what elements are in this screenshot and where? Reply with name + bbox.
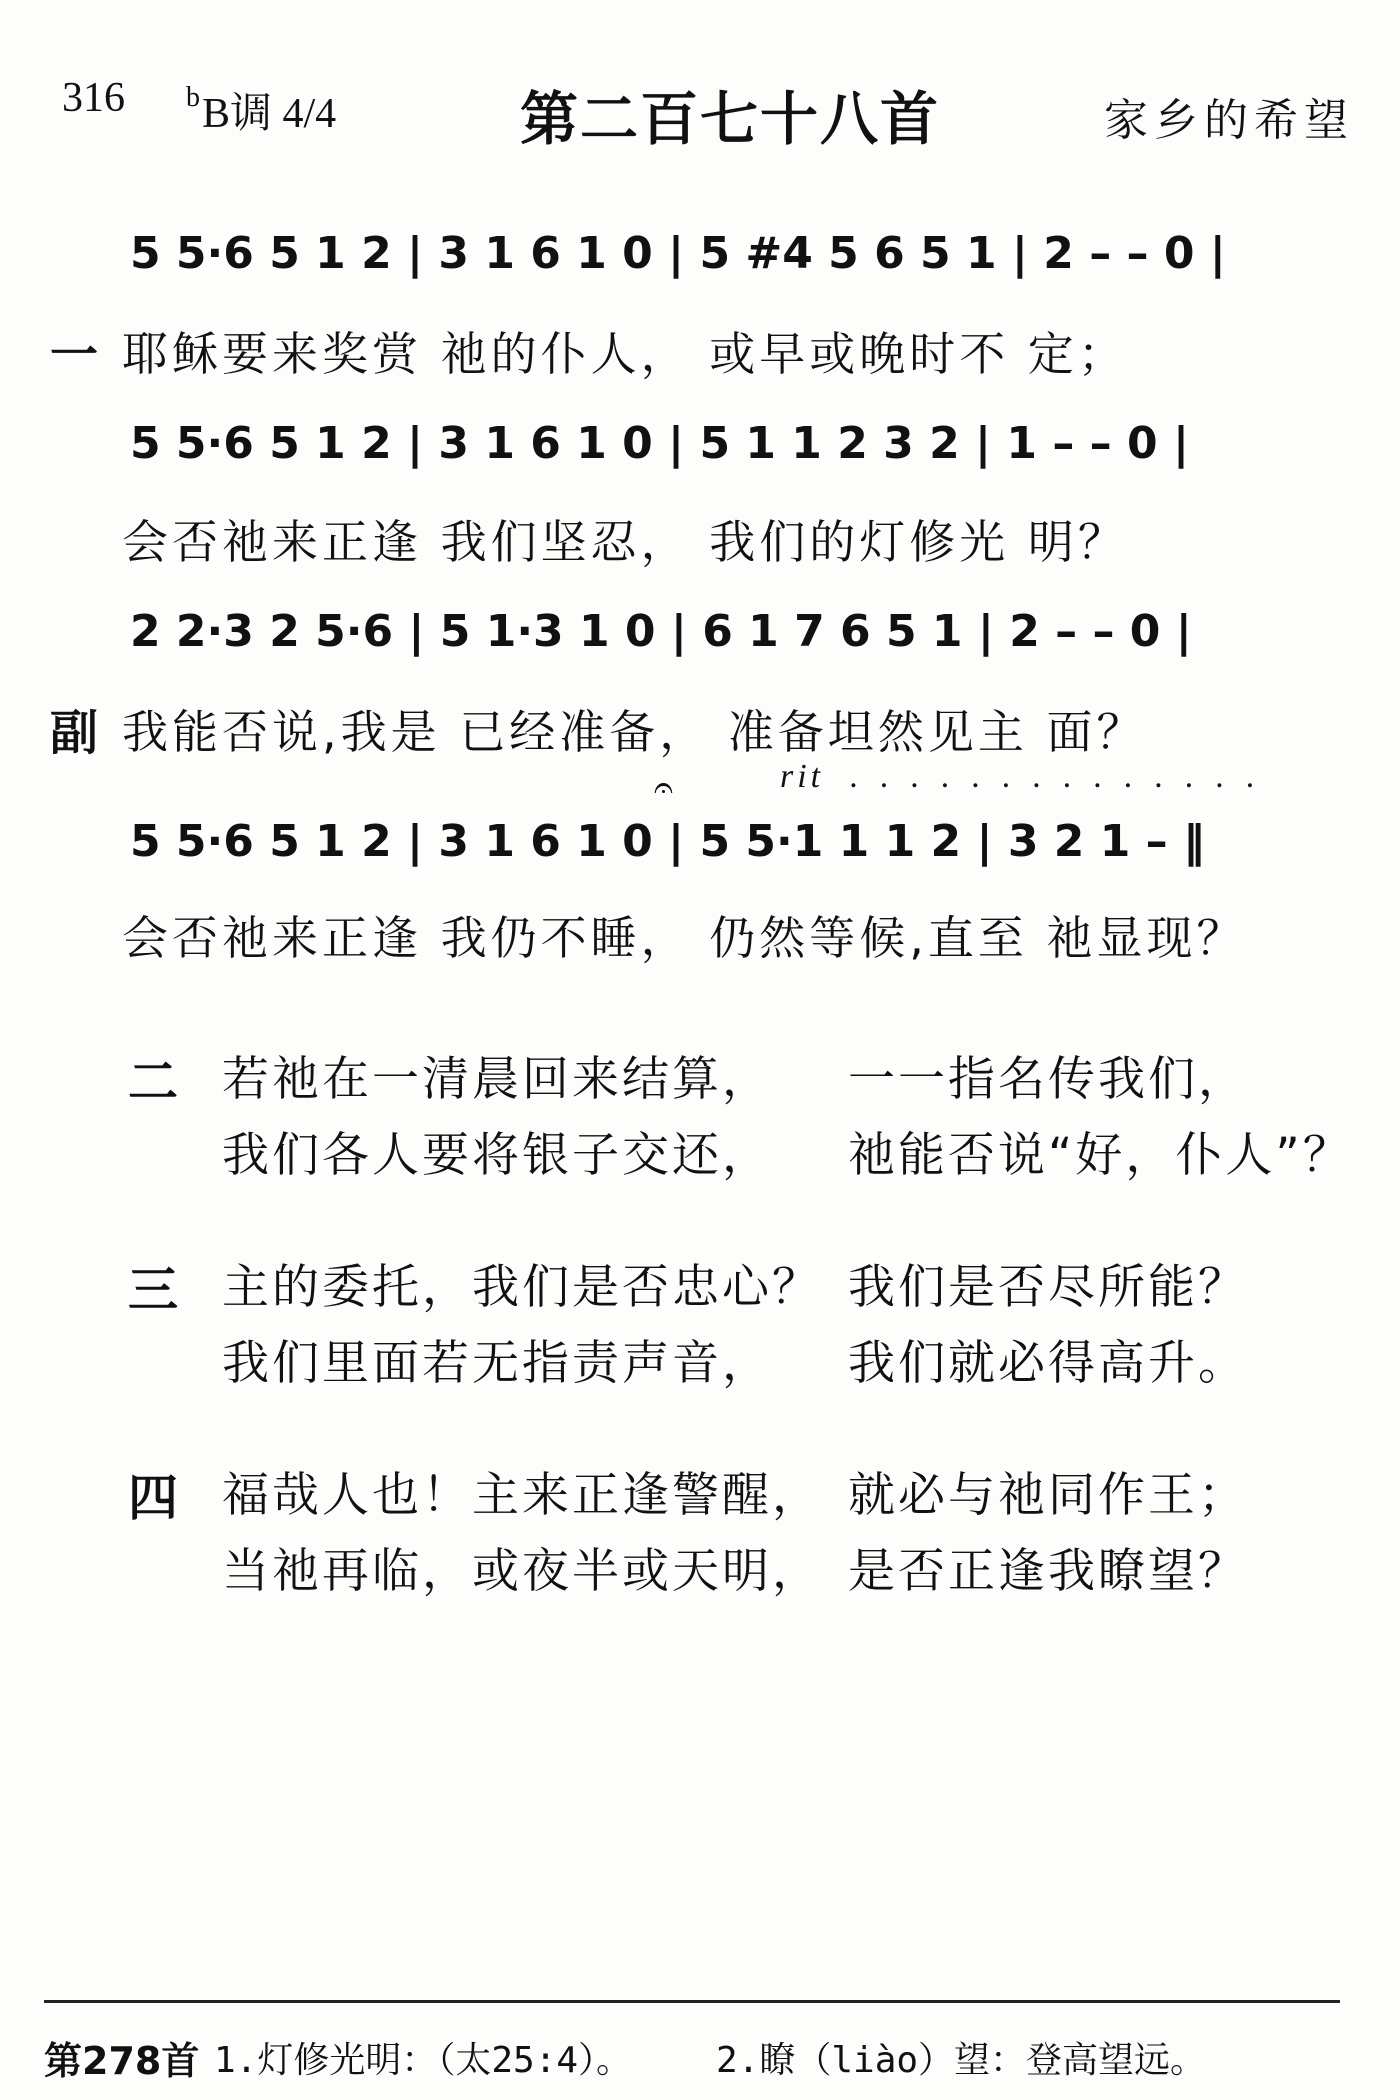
verse-3-line-2-a: 我们里面若无指责声音， xyxy=(222,1336,772,1391)
hymn-title: 第二百七十八首 xyxy=(520,85,941,153)
refrain-marker: 副 xyxy=(50,705,99,761)
ritardando-dots: .............. xyxy=(850,758,1277,795)
verse-2-line-2-b: 祂能否说“好，仆人”？ xyxy=(848,1128,1353,1183)
verse-number-3: 三 xyxy=(128,1261,178,1319)
verse-4-line-2-b: 是否正逢我瞭望？ xyxy=(848,1544,1248,1599)
verse-3-line-1-a: 主的委托，我们是否忠心？ xyxy=(222,1260,822,1315)
verse-number-4: 四 xyxy=(128,1469,178,1527)
fermata-icon: 𝄐 xyxy=(654,768,673,808)
verse-3-line-1-b: 我们是否尽所能？ xyxy=(848,1260,1248,1315)
verse-number-2: 二 xyxy=(128,1053,178,1111)
verse-4-line-1-a: 福哉人也！主来正逢警醒， xyxy=(222,1468,822,1523)
notation-row-1: 5 5·6 5 1 2 | 3 1 6 1 0 | 5 #4 5 6 5 1 | 2 – – 0 | xyxy=(130,228,1226,279)
verse-2-line-1-b: 一一指名传我们， xyxy=(848,1052,1248,1107)
ritardando-mark: rit xyxy=(780,758,825,795)
verse-marker-1: 一 xyxy=(50,327,99,383)
flat-sign: b xyxy=(186,82,200,113)
verse-4-line-2-a: 当祂再临，或夜半或天明， xyxy=(222,1544,822,1599)
lyric-row-1: 耶稣要来奖赏 祂的仆人， 或早或晚时不 定； xyxy=(122,327,1128,381)
notation-row-2: 5 5·6 5 1 2 | 3 1 6 1 0 | 5 1 1 2 3 2 | 1 – – 0 | xyxy=(130,418,1190,469)
tune-name: 家乡的希望 xyxy=(1104,95,1354,146)
footnote-2: 2.瞭（liào）望：登高望远。 xyxy=(716,2040,1207,2081)
footnote-1: 1.灯修光明：（太25:4）。 xyxy=(214,2040,633,2081)
verse-2-line-1-a: 若祂在一清晨回来结算， xyxy=(222,1052,772,1107)
lyric-row-2: 会否祂来正逢 我们坚忍， 我们的灯修光 明？ xyxy=(122,515,1128,569)
footnote-label: 第278首 xyxy=(44,2039,200,2083)
lyric-row-3: 我能否说,我是 已经准备， 准备坦然见主 面？ xyxy=(122,705,1147,759)
verse-3-line-2-b: 我们就必得高升。 xyxy=(848,1336,1248,1391)
page-number: 316 xyxy=(62,75,125,121)
lyric-row-4: 会否祂来正逢 我仍不睡， 仍然等候,直至 祂显现？ xyxy=(122,911,1247,965)
key-and-meter: B调 4/4 xyxy=(202,91,337,137)
notation-row-4: 5 5·6 5 1 2 | 3 1 6 1 0 | 5 5·1 1 1 2 | 3 2 1 – ‖ xyxy=(130,816,1205,867)
footnote-divider xyxy=(44,2000,1340,2003)
key-signature xyxy=(186,80,336,140)
verse-2-line-2-a: 我们各人要将银子交还， xyxy=(222,1128,772,1183)
verse-4-line-1-b: 就必与祂同作王； xyxy=(848,1468,1248,1523)
notation-row-3: 2 2·3 2 5·6 | 5 1·3 1 0 | 6 1 7 6 5 1 | 2 – – 0 | xyxy=(130,606,1192,657)
